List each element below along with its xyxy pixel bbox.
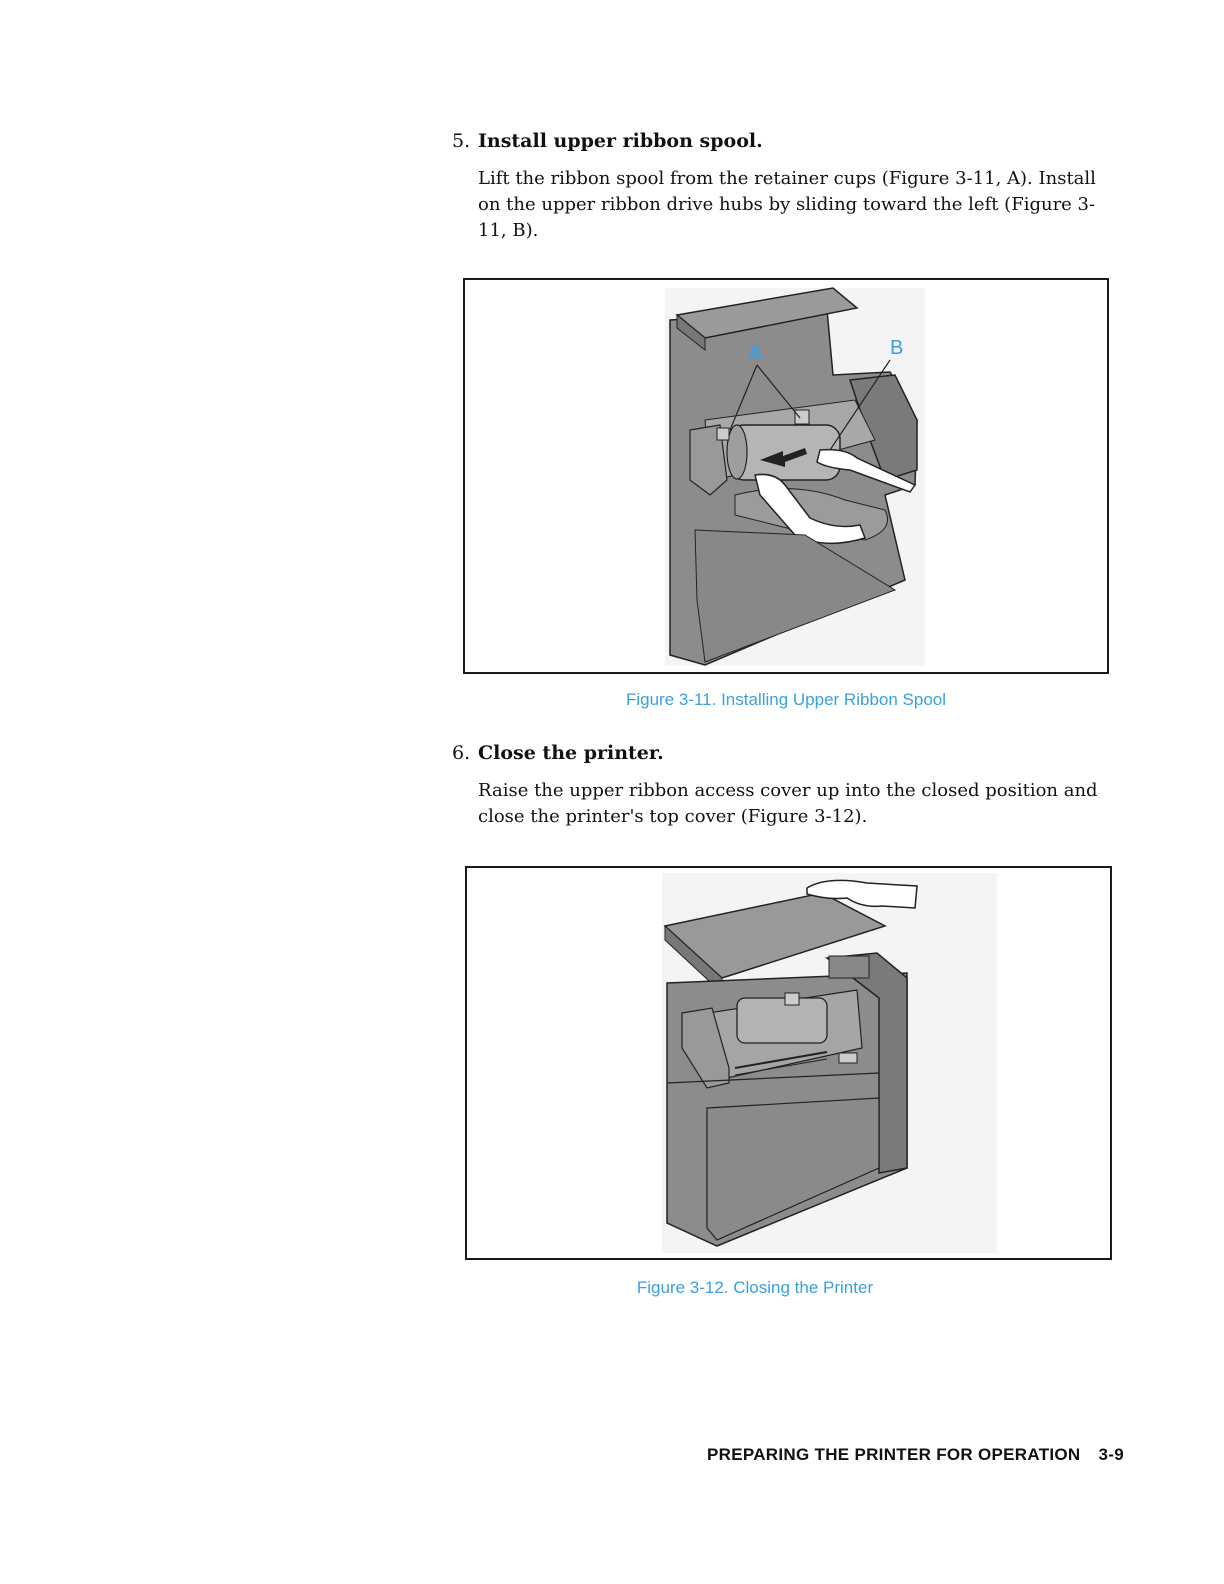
step-5-number: 5. — [452, 130, 471, 152]
step-6-body: Raise the upper ribbon access cover up into the closed position and close the printer's top cover (Figure 3-12). — [478, 780, 1098, 827]
printer-closing-illustration — [467, 868, 1110, 1258]
figure-3-12 — [465, 866, 1112, 1260]
step-5-heading — [452, 130, 1112, 152]
step-5-body: Lift the ribbon spool from the retainer cups (Figure 3-11, A). Install on the upper ribbon drive hubs by sliding toward the left (Figure 3-11, B). — [478, 168, 1096, 241]
page-footer — [707, 1445, 1124, 1465]
step-6-number: 6. — [452, 742, 471, 764]
printer-ribbon-illustration — [465, 280, 1107, 672]
figure-3-12-caption: Figure 3-12. Closing the Printer — [636, 1278, 874, 1297]
step-6-title: Close the printer. — [478, 742, 664, 764]
step-5-title: Install upper ribbon spool. — [478, 130, 763, 152]
page-number: 3-9 — [1098, 1445, 1124, 1464]
callout-a: A — [748, 343, 763, 365]
step-6 — [452, 742, 1112, 830]
step-6-heading — [452, 742, 1112, 764]
figure-3-11 — [463, 278, 1109, 674]
step-5 — [452, 130, 1112, 244]
callout-b: B — [890, 337, 904, 359]
footer-section-title: PREPARING THE PRINTER FOR OPERATION — [707, 1445, 1081, 1464]
figure-3-11-caption: Figure 3-11. Installing Upper Ribbon Spool — [625, 690, 947, 709]
